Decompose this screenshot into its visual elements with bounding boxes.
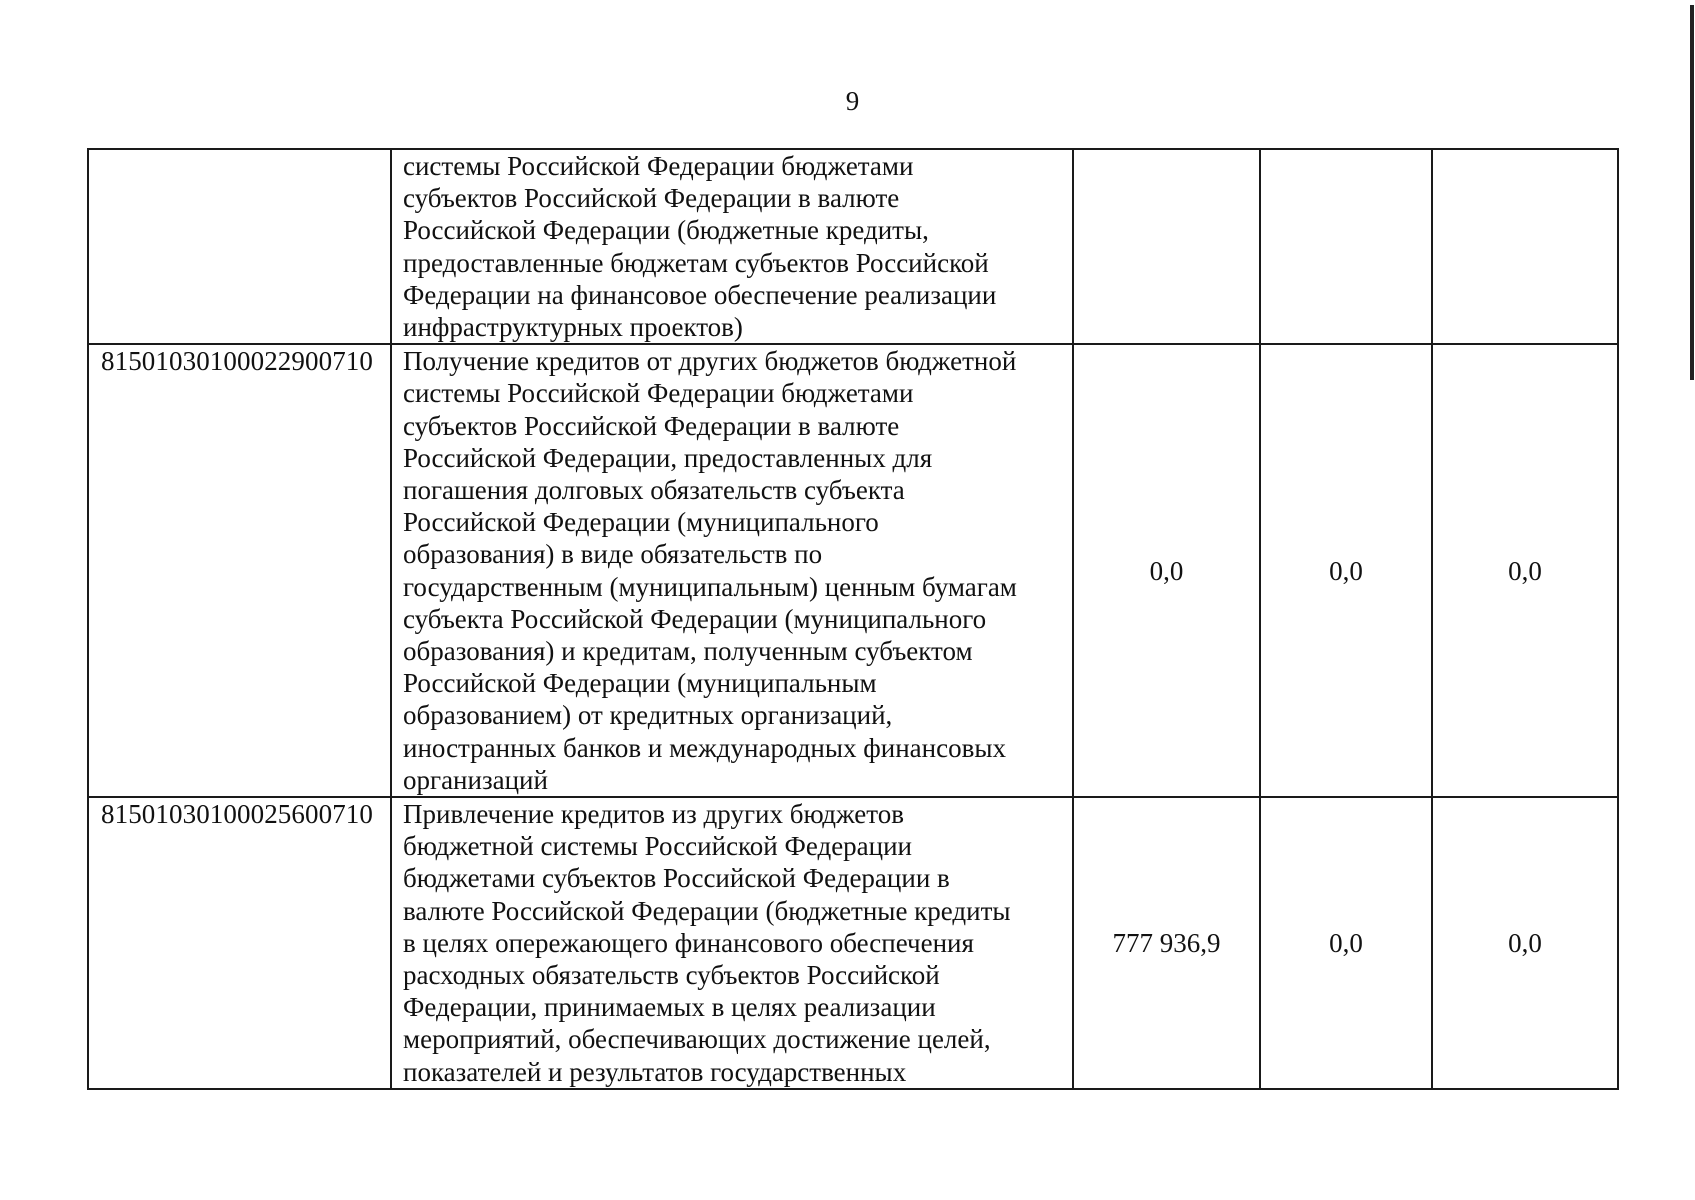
amount-cell xyxy=(1432,149,1618,344)
description-line: мероприятий, обеспечивающих достижение целей, xyxy=(403,1024,991,1055)
item-description xyxy=(391,149,1073,344)
table-row xyxy=(88,797,1618,1089)
description-line: Привлечение кредитов из других бюджетов xyxy=(403,799,904,830)
description-line: расходных обязательств субъектов Российской xyxy=(403,960,940,991)
table-row xyxy=(88,149,1618,344)
amount-cell xyxy=(1260,149,1432,344)
scan-edge-mark xyxy=(1690,5,1694,380)
description-line: образования) и кредитам, полученным субъектом xyxy=(403,636,973,667)
item-description xyxy=(391,344,1073,797)
description-line: системы Российской Федерации бюджетами xyxy=(403,378,914,409)
description-line: системы Российской Федерации бюджетами xyxy=(403,151,914,181)
amount-cell: 0,0 xyxy=(1073,344,1260,797)
description-line: организаций xyxy=(403,764,548,795)
description-line: предоставленные бюджетам субъектов Российской xyxy=(403,247,989,278)
page-number: 9 xyxy=(845,86,860,116)
amount-cell: 777 936,9 xyxy=(1073,797,1260,1089)
description-line: Федерации, принимаемых в целях реализации xyxy=(403,992,936,1023)
description-line: образования) в виде обязательств по xyxy=(403,539,823,570)
description-line: субъектов Российской Федерации в валюте xyxy=(403,410,900,441)
amount-cell: 0,0 xyxy=(1432,797,1618,1089)
budget-code xyxy=(88,149,391,344)
item-description xyxy=(391,797,1073,1089)
description-line: валюте Российской Федерации (бюджетные кредиты xyxy=(403,895,1011,926)
description-line: иностранных банков и международных финансовых xyxy=(403,732,1006,763)
description-line: Российской Федерации, предоставленных для xyxy=(403,442,933,473)
description-line: показателей и результатов государственных xyxy=(403,1056,907,1087)
table-row xyxy=(88,344,1618,797)
description-line: государственным (муниципальным) ценным бумагам xyxy=(403,571,1017,602)
amount-cell: 0,0 xyxy=(1432,344,1618,797)
description-line: бюджетной системы Российской Федерации xyxy=(403,831,913,862)
description-line: Российской Федерации (муниципального xyxy=(403,507,879,538)
amount-cell: 0,0 xyxy=(1260,797,1432,1089)
description-line: субъектов Российской Федерации в валюте xyxy=(403,183,900,214)
amount-cell: 0,0 xyxy=(1260,344,1432,797)
budget-table xyxy=(87,148,1619,1090)
description-line: инфраструктурных проектов) xyxy=(403,312,743,343)
description-line: Федерации на финансовое обеспечение реализации xyxy=(403,279,997,310)
description-line: образованием) от кредитных организаций, xyxy=(403,700,893,731)
description-line: бюджетами субъектов Российской Федерации в xyxy=(403,863,950,894)
description-line: погашения долговых обязательств субъекта xyxy=(403,475,905,506)
amount-cell xyxy=(1073,149,1260,344)
description-line: Получение кредитов от других бюджетов бюджетной xyxy=(403,346,1017,377)
budget-code: 81501030100022900710 xyxy=(88,344,391,797)
budget-code: 81501030100025600710 xyxy=(88,797,391,1089)
description-line: Российской Федерации (бюджетные кредиты, xyxy=(403,215,929,246)
description-line: субъекта Российской Федерации (муниципального xyxy=(403,603,987,634)
description-line: Российской Федерации (муниципальным xyxy=(403,668,877,699)
description-line: в целях опережающего финансового обеспечения xyxy=(403,927,974,958)
